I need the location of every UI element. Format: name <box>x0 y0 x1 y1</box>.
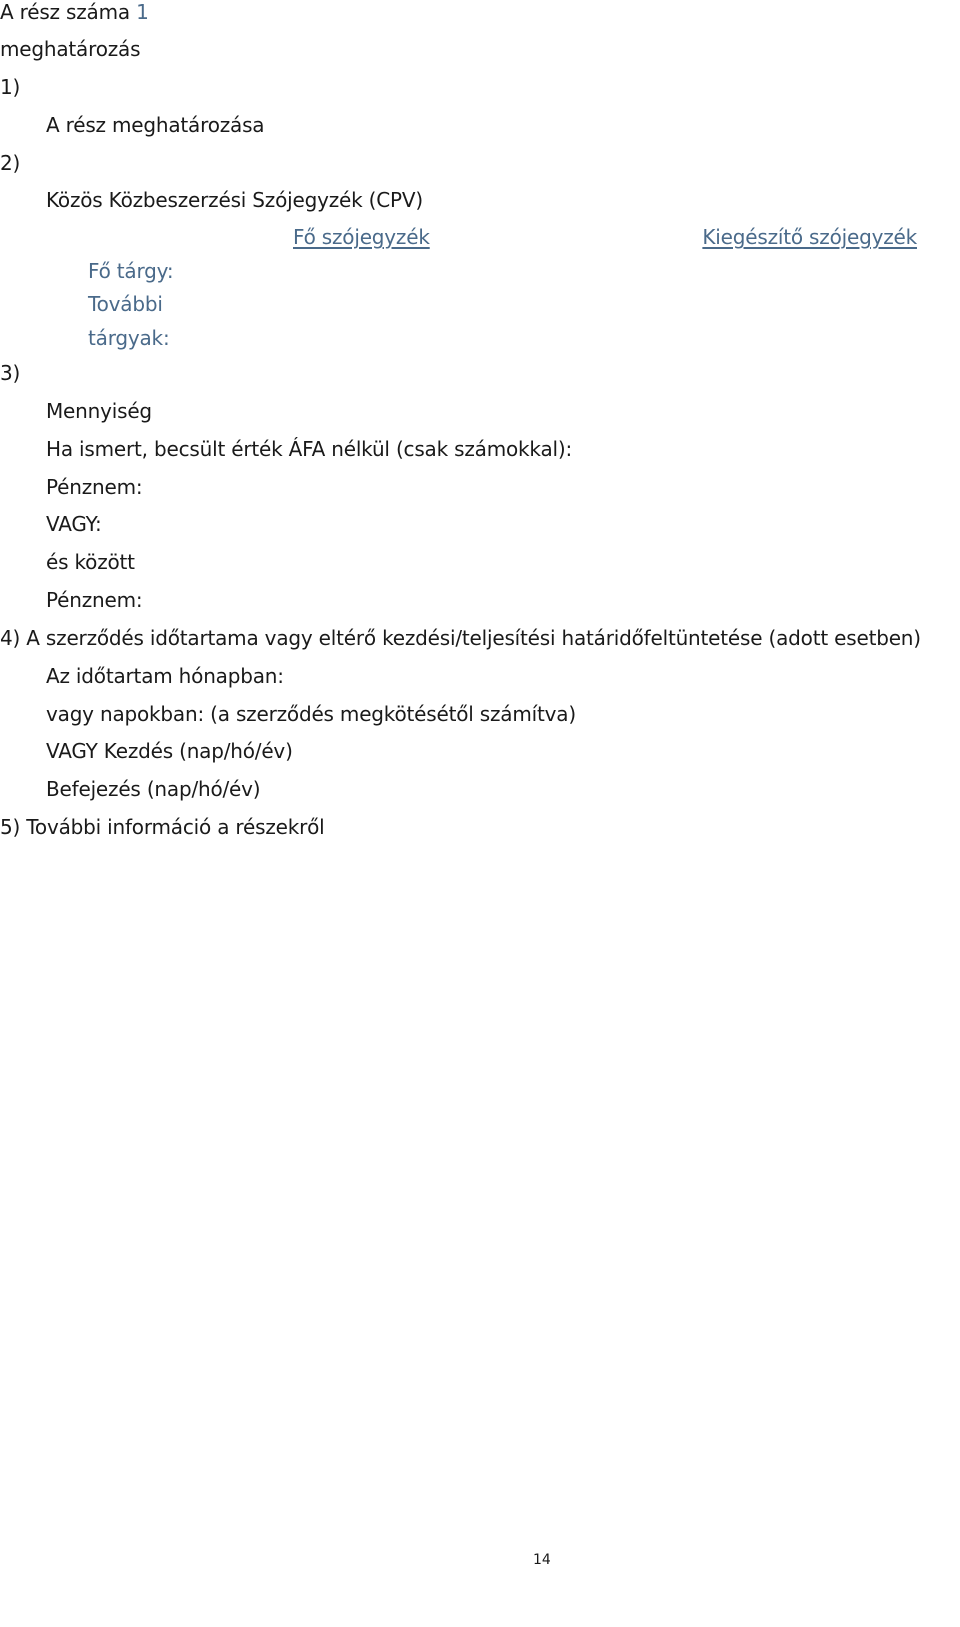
estimated-value-label: Ha ismert, becsült érték ÁFA nélkül (csak számokkal): <box>46 437 573 461</box>
item-1-title: A rész meghatározása <box>46 113 265 137</box>
item-3-title: Mennyiség <box>46 399 152 423</box>
part-label: A rész száma <box>0 0 130 24</box>
main-subject-label: Fő tárgy: <box>88 259 174 283</box>
additional-subjects-label-1: További <box>88 292 163 316</box>
main-vocabulary-header: Fő szójegyzék <box>293 225 430 249</box>
additional-subjects-label-2: tárgyak: <box>88 326 170 350</box>
start-date-label: VAGY Kezdés (nap/hó/év) <box>46 739 293 763</box>
currency-label-1: Pénznem: <box>46 475 143 499</box>
part-number: 1 <box>136 0 149 24</box>
item-1-number: 1) <box>0 75 21 99</box>
item-2-number: 2) <box>0 151 21 175</box>
supplementary-vocabulary-header: Kiegészítő szójegyzék <box>702 225 917 249</box>
duration-months-label: Az időtartam hónapban: <box>46 664 284 688</box>
item-5-title: 5) További információ a részekről <box>0 815 325 839</box>
or-label: VAGY: <box>46 512 102 536</box>
item-2-title: Közös Közbeszerzési Szójegyzék (CPV) <box>46 188 423 212</box>
part-number-line <box>0 0 149 24</box>
currency-label-2: Pénznem: <box>46 588 143 612</box>
between-label: és között <box>46 550 135 574</box>
duration-days-label: vagy napokban: (a szerződés megkötésétől számítva) <box>46 702 576 726</box>
end-date-label: Befejezés (nap/hó/év) <box>46 777 261 801</box>
item-3-number: 3) <box>0 361 21 385</box>
item-4-title: 4) A szerződés időtartama vagy eltérő kezdési/teljesítési határidőfeltüntetése (adott esetben) <box>0 626 921 650</box>
section-title: meghatározás <box>0 37 141 61</box>
page-number: 14 <box>533 1552 551 1568</box>
